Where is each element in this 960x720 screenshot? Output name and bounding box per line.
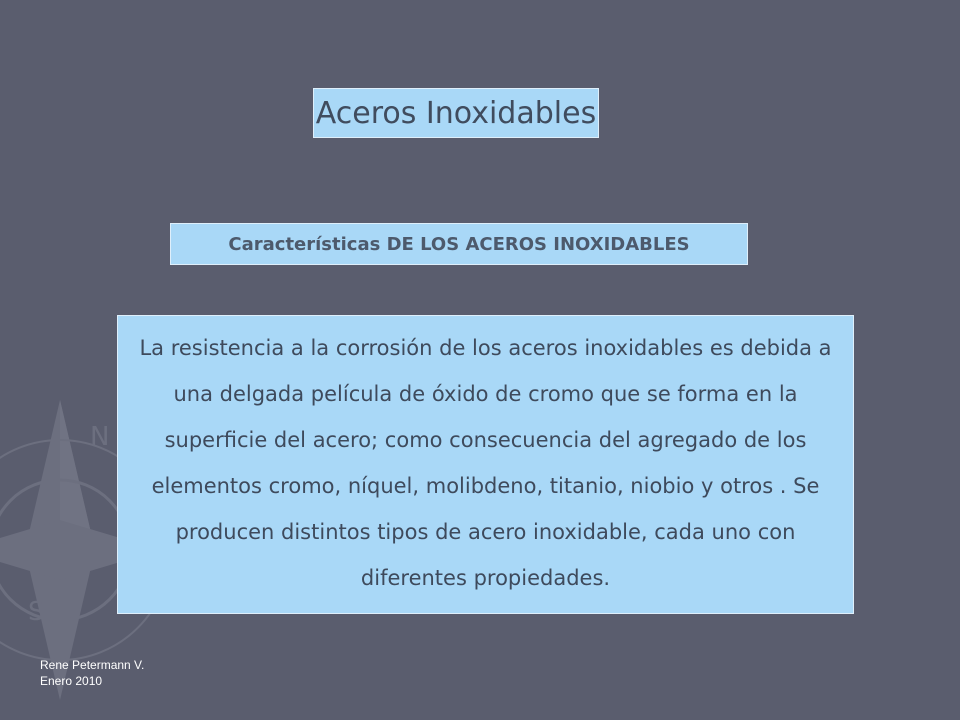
footer — [40, 657, 144, 689]
slide-title: Aceros Inoxidables — [313, 88, 599, 138]
footer-author: Rene Petermann V. — [40, 658, 145, 672]
slide-subtitle: Características DE LOS ACEROS INOXIDABLES — [170, 223, 748, 265]
svg-text:N: N — [90, 422, 110, 452]
svg-text:S: S — [28, 597, 45, 627]
slide-body-text: La resistencia a la corrosión de los aceros inoxidables es debida a una delgada película de óxido de cromo que se forma en la superficie del acero; como consecuencia del agregado de los elementos cromo, níquel, molibdeno, titanio, niobio y otros . Se producen distintos tipos de acero inoxidable, cada uno con diferentes propiedades. — [117, 315, 854, 614]
footer-date: Enero 2010 — [40, 674, 103, 688]
